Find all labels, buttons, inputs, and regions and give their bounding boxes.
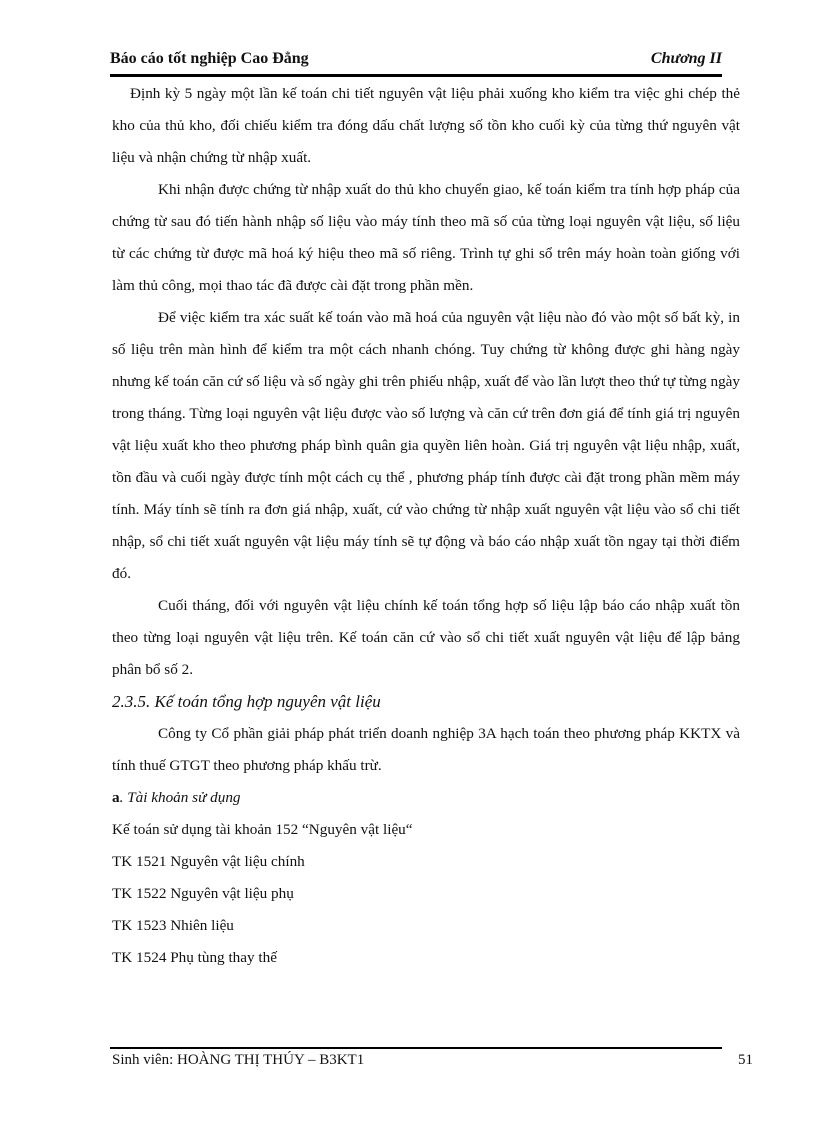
subsection-a-label: a: [112, 789, 120, 806]
account-line-1521: TK 1521 Nguyên vật liệu chính: [112, 853, 305, 870]
paragraph-3: Để việc kiểm tra xác suất kế toán vào mã hoá của nguyên vật liệu nào đó vào một số bất kỳ, in số liệu trên màn hình để kiểm tra một cách nhanh chóng. Tuy chứng từ không được ghi hàng ngày nhưng kế toán căn cứ số liệu và số ngày ghi trên phiếu nhập, xuất để vào lần lượt theo thứ tự từng ngày trong tháng. Từng loại nguyên vật liệu được vào số lượng và căn cứ trên đơn giá để tính giá trị nguyên vật liệu xuất kho theo phương pháp bình quân gia quyền liên hoàn. Giá trị nguyên vật liệu nhập, xuất, tồn đầu và cuối ngày được tính một cách cụ thể , phương pháp tính được cài đặt trong phần mềm máy tính. Máy tính sẽ tính ra đơn giá nhập, xuất, cứ vào chứng từ nhập xuất nguyên vật liệu vào sổ chi tiết nhập, sổ chi tiết xuất nguyên vật liệu máy tính sẽ tự động và báo cáo nhập xuất tồn ngay tại thời điểm đó.: [112, 309, 740, 582]
header-report-title: Báo cáo tốt nghiệp Cao Đẳng: [110, 50, 309, 67]
paragraph-5: Công ty Cổ phần giải pháp phát triển doanh nghiệp 3A hạch toán theo phương pháp KKTX và tính thuế GTGT theo phương pháp khấu trừ.: [112, 725, 740, 774]
section-title: 2.3.5. Kế toán tổng hợp nguyên vật liệu: [112, 692, 381, 711]
footer-rule: [110, 1047, 722, 1049]
account-line-1522: TK 1522 Nguyên vật liệu phụ: [112, 885, 294, 902]
paragraph-4: Cuối tháng, đối với nguyên vật liệu chính kế toán tổng hợp số liệu lập báo cáo nhập xuất tồn theo từng loại nguyên vật liệu trên. Kế toán căn cứ vào sổ chi tiết xuất nguyên vật liệu để lập bảng phân bổ số 2.: [112, 597, 740, 678]
header-chapter: Chương II: [650, 50, 722, 67]
subsection-a: [112, 782, 740, 814]
page-header: [110, 50, 722, 72]
page-body: [112, 78, 740, 974]
account-line-1524: TK 1524 Phụ tùng thay thế: [112, 949, 277, 966]
account-line-152: Kế toán sử dụng tài khoản 152 “Nguyên vật liệu“: [112, 821, 413, 838]
paragraph-1: Định kỳ 5 ngày một lần kế toán chi tiết nguyên vật liệu phải xuống kho kiểm tra việc ghi chép thẻ kho của thủ kho, đối chiếu kiểm tra đóng dấu chất lượng số tồn kho cuối kỳ của từng thứ nguyên vật liệu và nhận chứng từ nhập xuất.: [112, 85, 740, 166]
footer-student: Sinh viên: HOÀNG THỊ THÚY – B3KT1: [112, 1052, 365, 1068]
header-rule: [110, 74, 722, 77]
page-number: 51: [738, 1052, 753, 1068]
subsection-a-title: . Tài khoản sử dụng: [119, 789, 241, 806]
account-line-1523: TK 1523 Nhiên liệu: [112, 917, 234, 934]
paragraph-2: Khi nhận được chứng từ nhập xuất do thủ kho chuyển giao, kế toán kiểm tra tính hợp pháp của chứng từ sau đó tiến hành nhập số liệu vào máy tính theo mã số của từng loại nguyên vật liệu, số liệu từ các chứng từ được mã hoá ký hiệu theo mã số riêng. Trình tự ghi sổ trên máy hoàn toàn giống với làm thủ công, mọi thao tác đã được cài đặt trong phần mền.: [112, 181, 740, 294]
